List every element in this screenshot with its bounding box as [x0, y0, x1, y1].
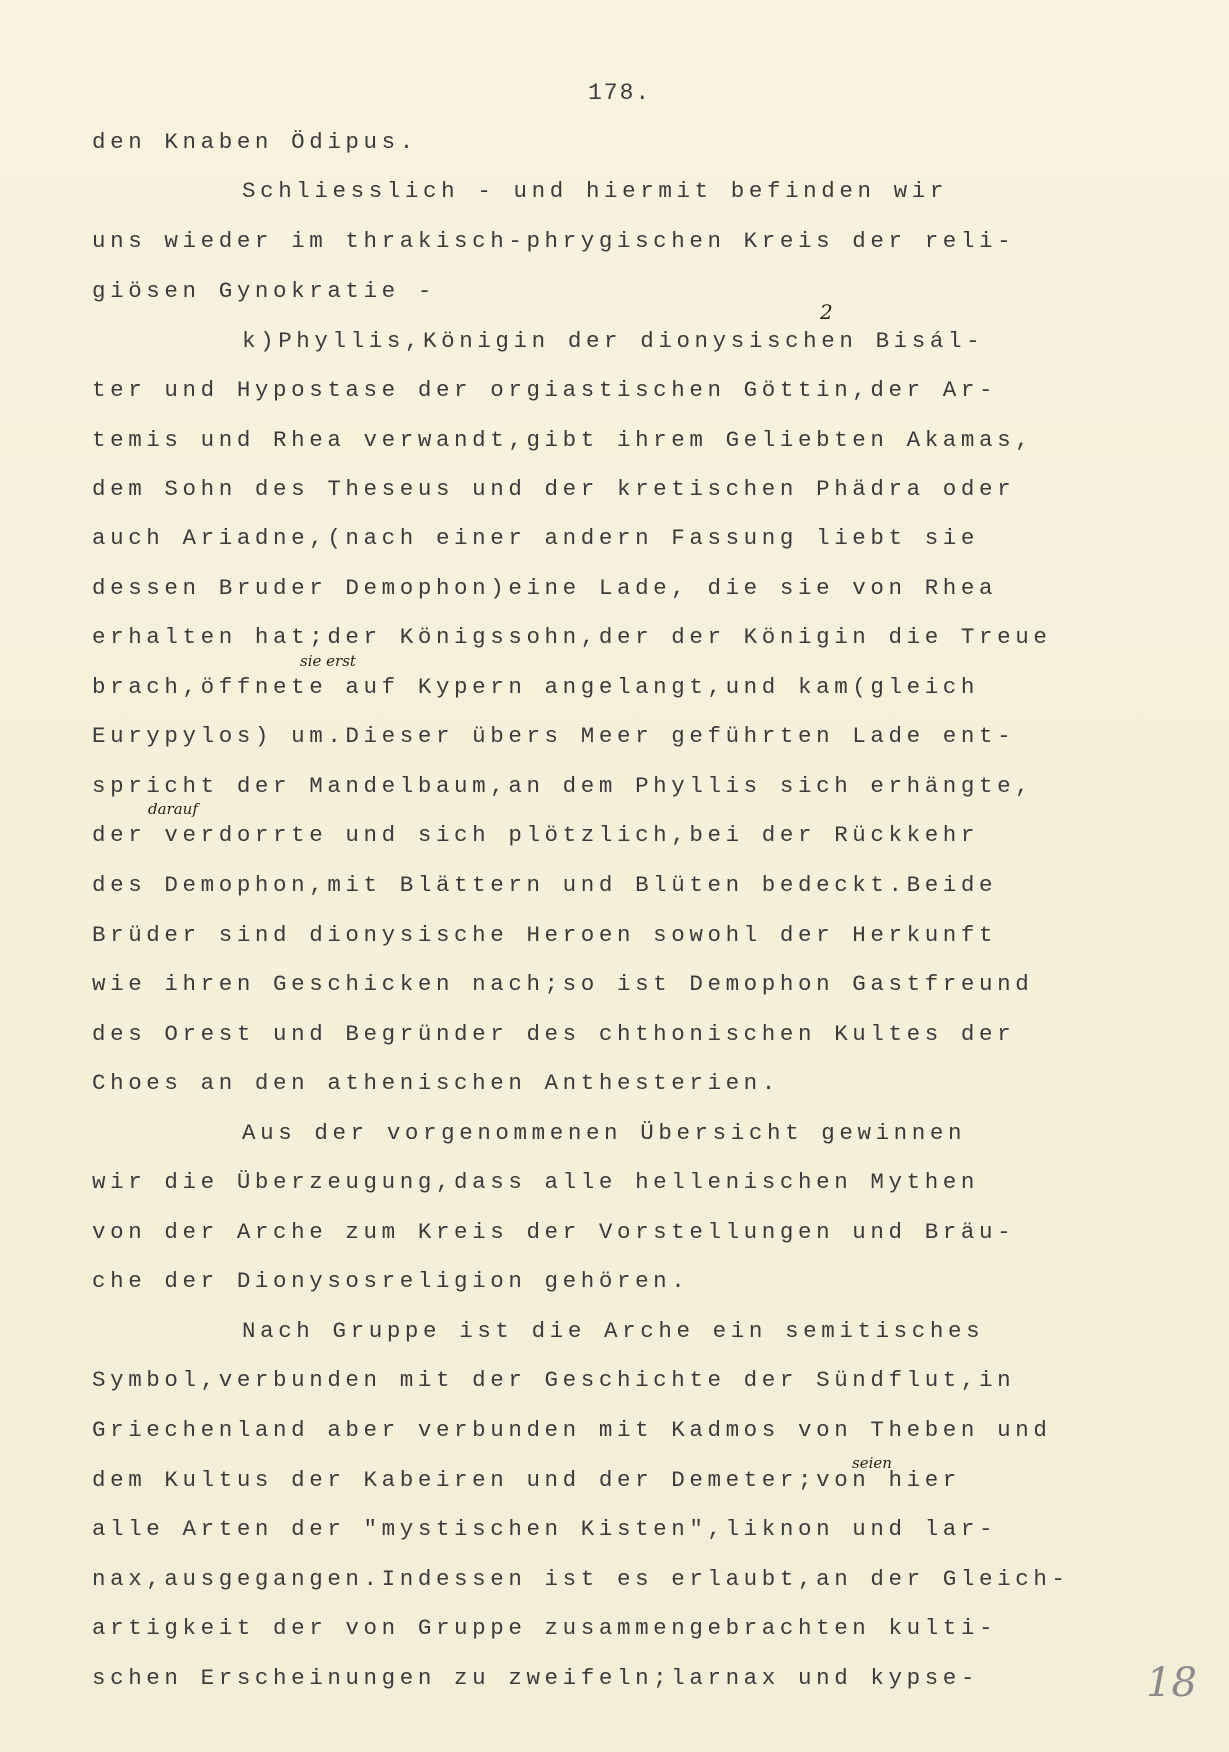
text-line: giösen Gynokratie -: [92, 278, 436, 304]
text-line: dem Kultus der Kabeiren und der Demeter;von hier: [92, 1467, 961, 1493]
text-line: nax,ausgegangen.Indessen ist es erlaubt,an der Gleich-: [92, 1566, 1070, 1592]
handwritten-accent-mark: 2: [820, 300, 833, 324]
text-line: des Orest und Begründer des chthonischen Kultes der: [92, 1021, 1016, 1047]
text-line: Griechenland aber verbunden mit Kadmos von Theben und: [92, 1417, 1052, 1443]
text-line: schen Erscheinungen zu zweifeln;larnax und kypse-: [92, 1665, 980, 1691]
text-line: wie ihren Geschicken nach;so ist Demophon Gastfreund: [92, 971, 1034, 997]
text-line: k)Phyllis,Königin der dionysischen Bisál-: [242, 328, 985, 354]
text-line: Choes an den athenischen Anthesterien.: [92, 1070, 780, 1096]
corner-handwritten-number: 18: [1146, 1660, 1197, 1706]
text-line: artigkeit der von Gruppe zusammengebrachten kulti-: [92, 1615, 998, 1641]
text-line: uns wieder im thrakisch-phrygischen Kreis der reli-: [92, 228, 1016, 254]
text-line: Nach Gruppe ist die Arche ein semitisches: [242, 1318, 985, 1344]
text-line: Brüder sind dionysische Heroen sowohl der Herkunft: [92, 922, 998, 948]
text-line: von der Arche zum Kreis der Vorstellungen und Bräu-: [92, 1219, 1016, 1245]
text-line: dem Sohn des Theseus und der kretischen Phädra oder: [92, 476, 1016, 502]
text-line: dessen Bruder Demophon)eine Lade, die sie von Rhea: [92, 575, 998, 601]
text-line: Schliesslich - und hiermit befinden wir: [242, 178, 948, 204]
text-line: des Demophon,mit Blättern und Blüten bedeckt.Beide: [92, 872, 998, 898]
text-line: brach,öffnete auf Kypern angelangt,und kam(gleich: [92, 674, 980, 700]
text-line: erhalten hat;der Königssohn,der der Königin die Treue: [92, 624, 1052, 650]
handwritten-insert-darauf: darauf: [148, 800, 198, 818]
text-line: spricht der Mandelbaum,an dem Phyllis sich erhängte,: [92, 773, 1034, 799]
text-line: Eurypylos) um.Dieser übers Meer geführten Lade ent-: [92, 723, 1016, 749]
text-line: che der Dionysosreligion gehören.: [92, 1268, 690, 1294]
text-line: den Knaben Ödipus.: [92, 129, 418, 155]
text-line: der verdorrte und sich plötzlich,bei der Rückkehr: [92, 822, 980, 848]
text-line: auch Ariadne,(nach einer andern Fassung liebt sie: [92, 525, 980, 551]
text-line: Aus der vorgenommenen Übersicht gewinnen: [242, 1120, 967, 1146]
text-line: temis und Rhea verwandt,gibt ihrem Geliebten Akamas,: [92, 427, 1034, 453]
page-number: 178.: [588, 80, 652, 106]
text-line: alle Arten der "mystischen Kisten",liknon und lar-: [92, 1516, 998, 1542]
handwritten-insert-sie-erst: sie erst: [300, 652, 356, 670]
handwritten-insert-seien: seien: [852, 1454, 892, 1472]
text-line: ter und Hypostase der orgiastischen Göttin,der Ar-: [92, 377, 998, 403]
text-line: Symbol,verbunden mit der Geschichte der Sündflut,in: [92, 1367, 1016, 1393]
text-line: wir die Überzeugung,dass alle hellenischen Mythen: [92, 1169, 980, 1195]
